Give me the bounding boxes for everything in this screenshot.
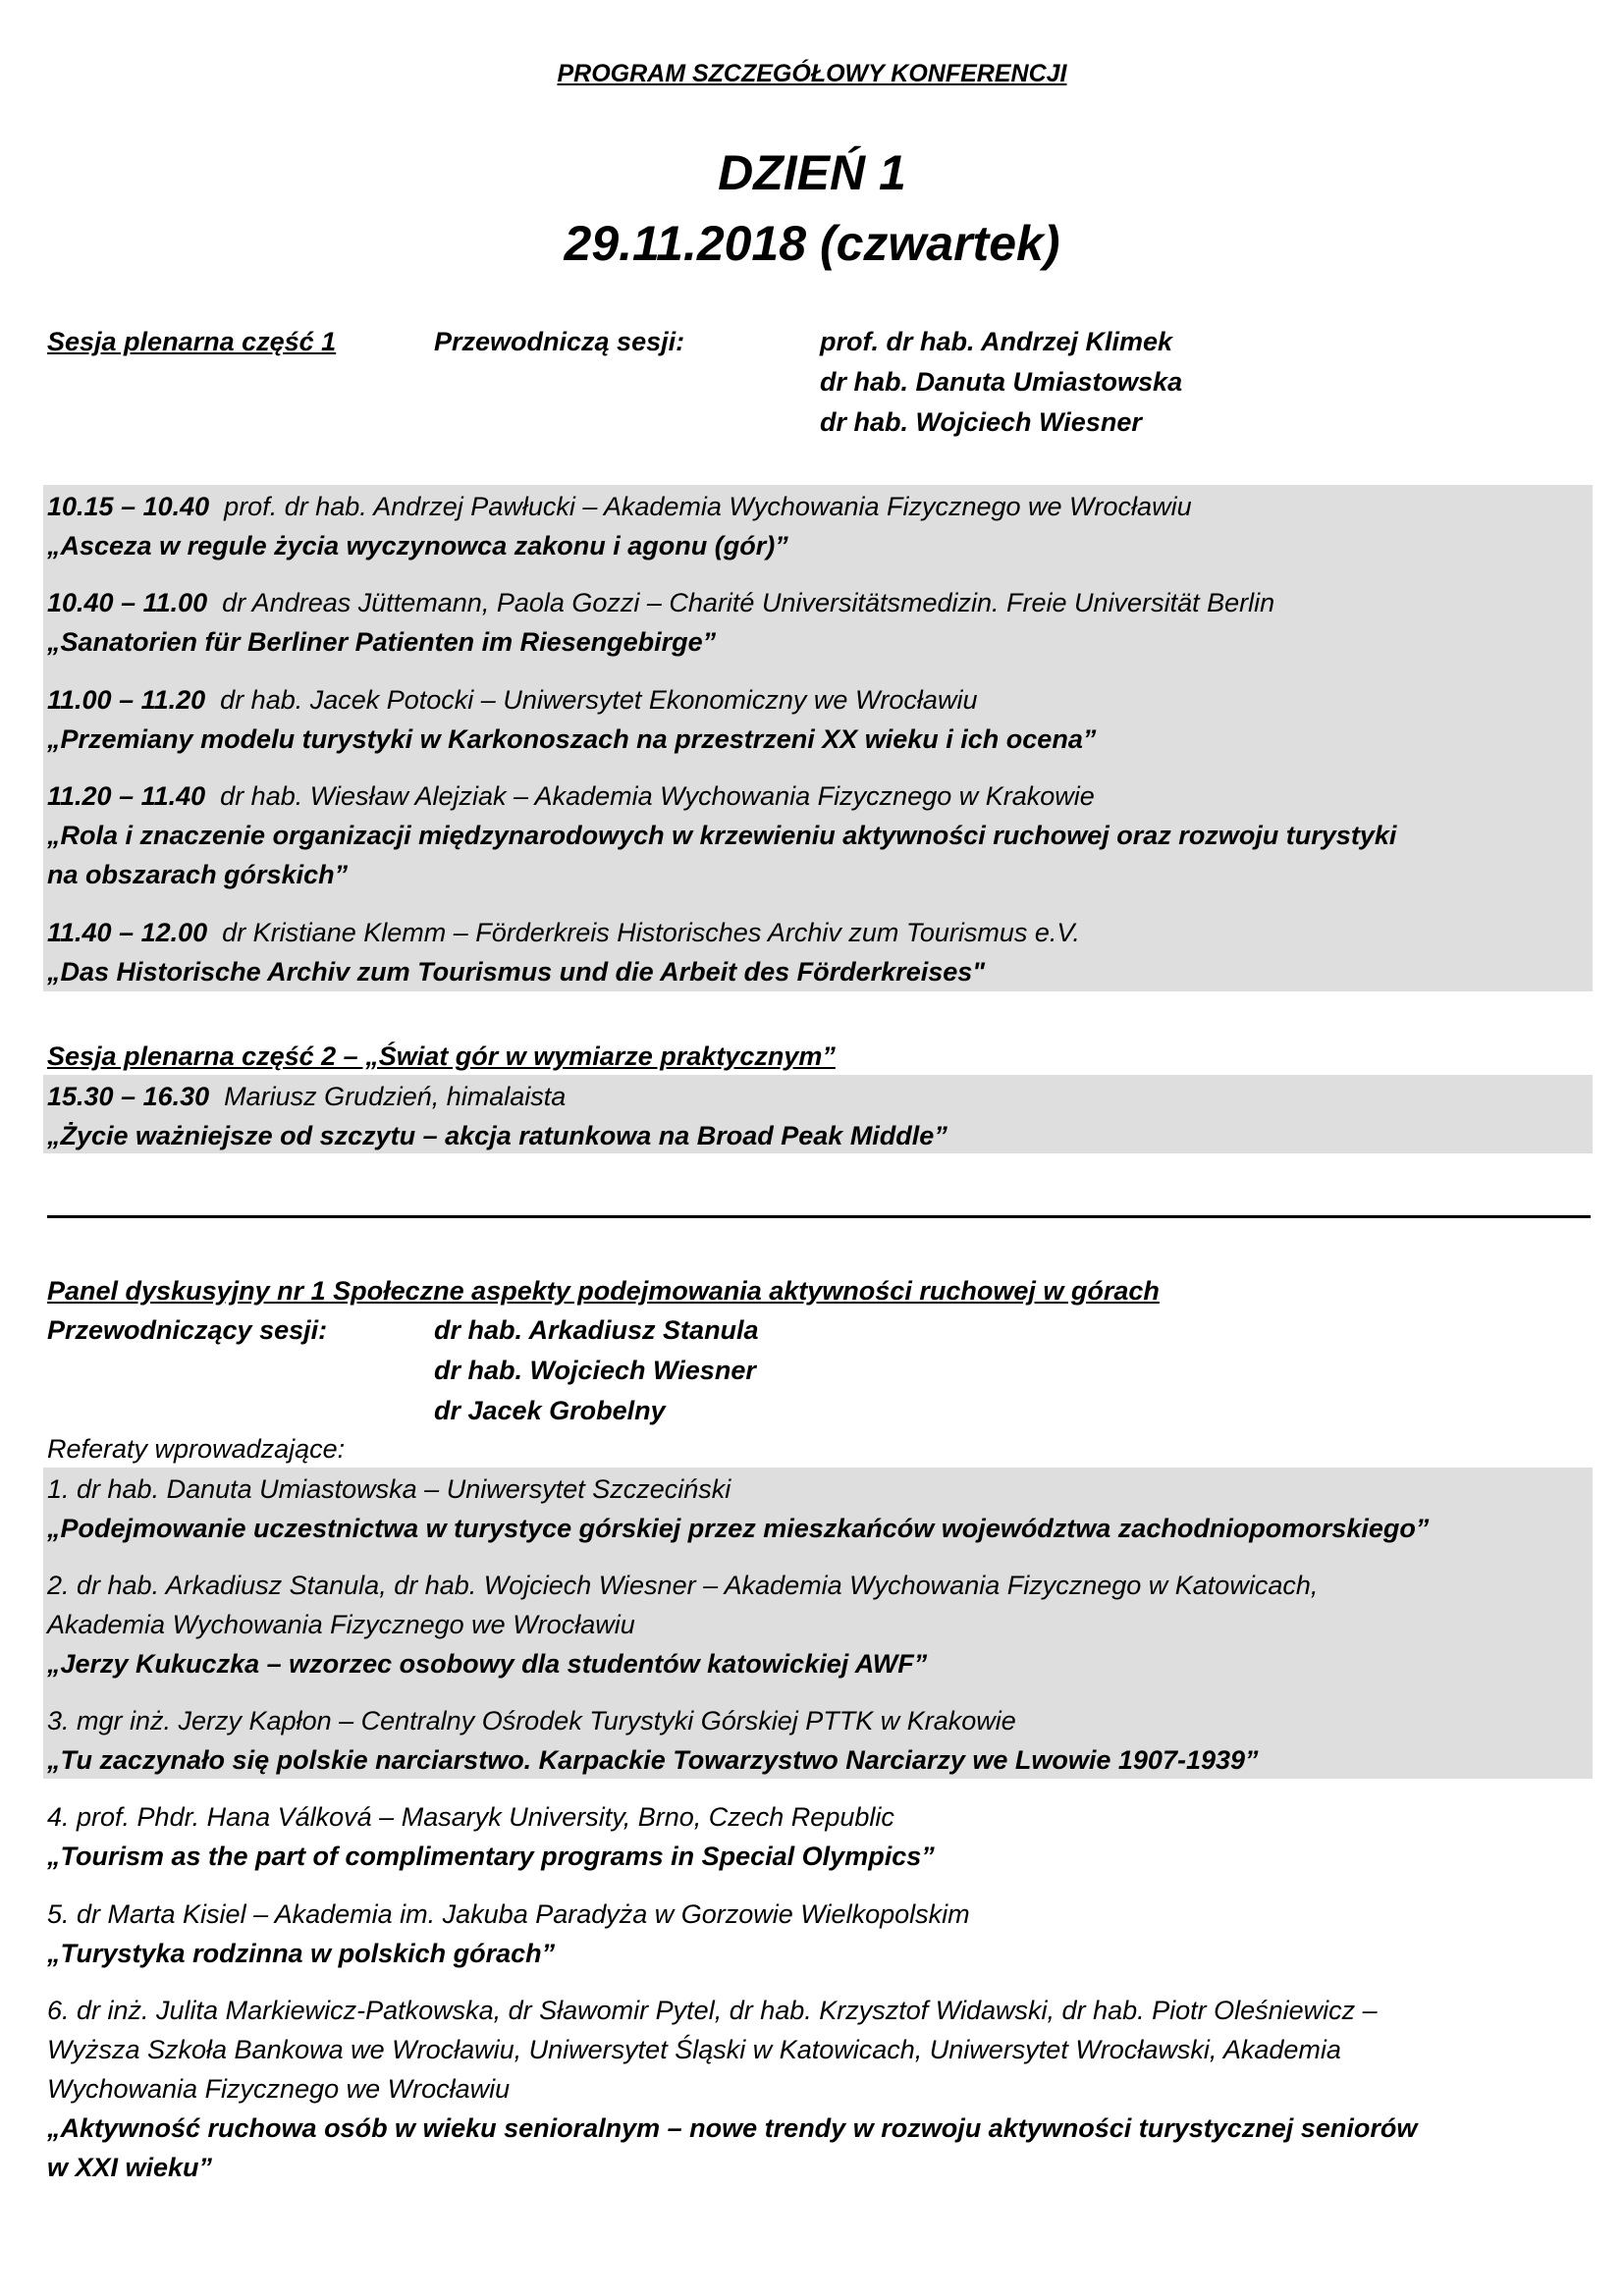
- section-divider: [47, 1215, 1591, 1218]
- talk-title: „Przemiany modelu turystyki w Karkonoszach na przestrzeni XX wieku i ich ocena”: [47, 724, 1097, 754]
- day-date: 29.11.2018 (czwartek): [564, 216, 1060, 271]
- paper-title: „Tu zaczynało się polskie narciarstwo. Karpackie Towarzystwo Narciarzy we Lwowie 1907-1939”: [47, 1745, 1259, 1775]
- paper-author: Wychowania Fizycznego we Wrocławiu: [47, 2074, 511, 2104]
- talk-title: „Rola i znaczenie organizacji międzynarodowych w krzewieniu aktywności ruchowej oraz rozwoju turystyki: [47, 821, 1397, 850]
- talk-title: na obszarach górskich”: [47, 860, 349, 889]
- talk-speaker: dr Kristiane Klemm – Förderkreis Historisches Archiv zum Tourismus e.V.: [222, 918, 1080, 947]
- talk-header: [47, 583, 1274, 622]
- paper-title: „Jerzy Kukuczka – wzorzec osobowy dla studentów katowickiej AWF”: [47, 1649, 928, 1679]
- talk-header: [47, 487, 1192, 526]
- talk-time: 11.00 – 11.20: [47, 685, 206, 715]
- paper-title: „Aktywność ruchowa osób w wieku senioralnym – nowe trendy w rozwoju aktywności turystycznej seniorów: [47, 2113, 1418, 2143]
- session1-chair: prof. dr hab. Andrzej Klimek: [820, 327, 1173, 356]
- talk-title: „Asceza w regule życia wyczynowca zakonu i agonu (gór)”: [47, 531, 788, 561]
- talk-speaker: prof. dr hab. Andrzej Pawłucki – Akademia Wychowania Fizycznego we Wrocławiu: [224, 492, 1192, 521]
- paper-author: 3. mgr inż. Jerzy Kapłon – Centralny Ośrodek Turystyki Górskiej PTTK w Krakowie: [47, 1706, 1016, 1735]
- paper-author: 4. prof. Phdr. Hana Válková – Masaryk University, Brno, Czech Republic: [47, 1802, 894, 1832]
- session1-heading: Sesja plenarna część 1: [47, 327, 337, 356]
- intro-label: Referaty wprowadzające:: [47, 1434, 346, 1464]
- talk-speaker: dr hab. Wiesław Alejziak – Akademia Wychowania Fizycznego w Krakowie: [220, 781, 1095, 811]
- talk-title: „Życie ważniejsze od szczytu – akcja ratunkowa na Broad Peak Middle”: [47, 1121, 947, 1150]
- paper-author: 2. dr hab. Arkadiusz Stanula, dr hab. Wojciech Wiesner – Akademia Wychowania Fizycznego w Katowicach,: [47, 1571, 1319, 1600]
- talk-header: [47, 913, 1080, 952]
- panel-chair: dr Jacek Grobelny: [434, 1396, 666, 1425]
- talk-header: [47, 680, 977, 720]
- talk-header: [47, 1077, 566, 1116]
- paper-author: Akademia Wychowania Fizycznego we Wrocławiu: [47, 1610, 635, 1639]
- panel-heading: Panel dyskusyjny nr 1 Społeczne aspekty podejmowania aktywności ruchowej w górach: [47, 1276, 1160, 1306]
- paper-author: 6. dr inż. Julita Markiewicz-Patkowska, dr Sławomir Pytel, dr hab. Krzysztof Widawski, dr hab. Piotr Oleśniewicz –: [47, 1996, 1378, 2025]
- talk-time: 11.40 – 12.00: [47, 918, 208, 947]
- talk-speaker: dr hab. Jacek Potocki – Uniwersytet Ekonomiczny we Wrocławiu: [220, 685, 978, 715]
- talk-time: 11.20 – 11.40: [47, 781, 206, 811]
- paper-title: „Podejmowanie uczestnictwa w turystyce górskiej przez mieszkańców województwa zachodniopomorskiego”: [47, 1514, 1430, 1543]
- talk-title: „Das Historische Archiv zum Tourismus und die Arbeit des Förderkreises": [47, 957, 986, 987]
- panel-chair-label: Przewodniczący sesji:: [47, 1315, 328, 1345]
- panel-chair: dr hab. Arkadiusz Stanula: [434, 1315, 759, 1345]
- talk-time: 10.40 – 11.00: [47, 588, 208, 617]
- talk-title: „Sanatorien für Berliner Patienten im Riesengebirge”: [47, 627, 717, 657]
- day-label: DZIEŃ 1: [718, 145, 906, 200]
- paper-author: Wyższa Szkoła Bankowa we Wrocławiu, Uniwersytet Śląski w Katowicach, Uniwersytet Wrocławski, Akademia: [47, 2035, 1341, 2064]
- talk-speaker: Mariusz Grudzień, himalaista: [224, 1082, 567, 1111]
- day-heading: [0, 137, 1624, 279]
- talk-header: [47, 776, 1095, 816]
- talk-time: 15.30 – 16.30: [47, 1082, 210, 1111]
- paper-author: 1. dr hab. Danuta Umiastowska – Uniwersytet Szczeciński: [47, 1474, 731, 1504]
- session2-heading: Sesja plenarna część 2 – „Świat gór w wymiarze praktycznym”: [47, 1041, 836, 1071]
- panel-chair: dr hab. Wojciech Wiesner: [434, 1356, 756, 1385]
- paper-title: „Tourism as the part of complimentary programs in Special Olympics”: [47, 1842, 935, 1871]
- paper-author: 5. dr Marta Kisiel – Akademia im. Jakuba Paradyża w Gorzowie Wielkopolskim: [47, 1899, 970, 1929]
- document-title: PROGRAM SZCZEGÓŁOWY KONFERENCJI: [557, 60, 1067, 87]
- talk-speaker: dr Andreas Jüttemann, Paola Gozzi – Charité Universitätsmedizin. Freie Universität Berlin: [222, 588, 1275, 617]
- session1-chair-label: Przewodniczą sesji:: [434, 327, 685, 356]
- talk-time: 10.15 – 10.40: [47, 492, 210, 521]
- paper-title: w XXI wieku”: [47, 2153, 213, 2182]
- session1-chair: dr hab. Danuta Umiastowska: [820, 367, 1183, 397]
- session1-chair: dr hab. Wojciech Wiesner: [820, 407, 1142, 437]
- paper-title: „Turystyka rodzinna w polskich górach”: [47, 1939, 556, 1968]
